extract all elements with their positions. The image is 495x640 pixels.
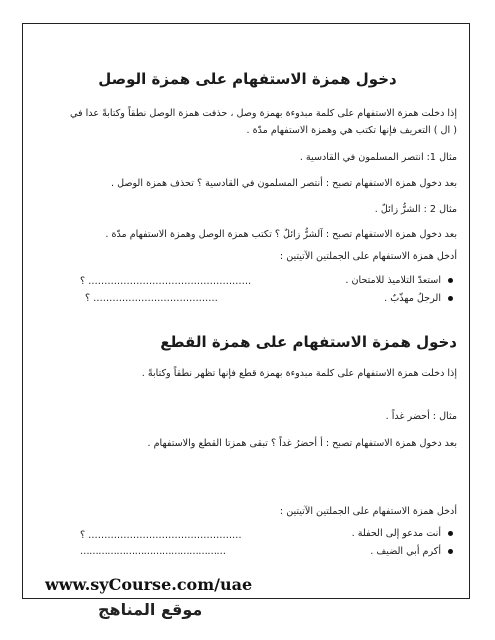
section1-intro-line1: إذا دخلت همزة الاستفهام على كلمة مبدوءة بهمزة وصل ، حذفت همزة الوصل نطقاً وكتابةً عدا في	[69, 108, 457, 119]
section1-intro-line2: ( ال ) التعريف فإنها تكتب هي وهمزة الاستفهام مدّة .	[246, 125, 457, 136]
example1-result: بعد دخول همزة الاستفهام تصبح : أنتصر المسلمون في القادسية ؟ تحذف همزة الوصل .	[110, 178, 457, 189]
section2-intro: إذا دخلت همزة الاستفهام على كلمة مبدوءة بهمزة قطع فإنها تظهر نطقاً وكتابةً .	[141, 368, 457, 379]
exercise1-item-2-text: الرجلُ مهذّبٌ .	[384, 293, 441, 304]
bullet-icon	[448, 278, 453, 283]
exercise2-item-1-text: أنت مدعو إلى الحفلة .	[351, 528, 441, 539]
bullet-icon	[448, 531, 453, 536]
bullet-icon	[448, 296, 453, 301]
exercise1-prompt: أدخل همزة الاستفهام على الجملتين الآتيتين :	[279, 251, 457, 262]
footer-site-name: موقع المناهج	[98, 600, 203, 619]
exercise1-item-2	[384, 293, 453, 304]
exercise2-prompt: أدخل همزة الاستفهام على الجملتين الآتيتين :	[279, 506, 457, 517]
section2-title: دخول همزة الاستفهام على همزة القطع	[160, 333, 457, 351]
example1: مثال 1: انتصر المسلمون في القادسية .	[299, 152, 457, 163]
section2-example-result: بعد دخول همزة الاستفهام تصبح : أ أحضرُ غداً ؟ تبقى همزتا القطع والاستفهام .	[147, 438, 457, 449]
section1-title: دخول همزة الاستفهام على همزة الوصل	[98, 70, 397, 88]
footer-url[interactable]: www.syCourse.com/uae	[45, 575, 253, 594]
exercise1-item-1-text: استعدّ التلاميذ للامتحان .	[345, 275, 441, 286]
example2: مثال 2 : الشرُّ زائلٌ .	[374, 204, 457, 215]
exercise1-item-2-answer[interactable]: ………………………………… ؟	[85, 293, 218, 304]
exercise2-item-1-answer[interactable]: ………………………………………… ؟	[80, 530, 242, 541]
example2-result: بعد دخول همزة الاستفهام تصبح : آلشرُّ زائلٌ ؟ تكتب همزة الوصل وهمزة الاستفهام مدّة .	[105, 229, 457, 240]
exercise1-item-1-answer[interactable]: …………………………………………… ؟	[80, 276, 252, 287]
exercise1-item-1	[345, 275, 453, 286]
bullet-icon	[448, 549, 453, 554]
section2-example: مثال : أحضر غداً .	[385, 411, 457, 422]
exercise2-item-1	[352, 528, 453, 539]
exercise2-item-2-text: أكرم أبي الضيف .	[370, 546, 441, 557]
exercise2-item-2-answer[interactable]: …………………………………………	[80, 546, 226, 557]
exercise2-item-2	[370, 546, 453, 557]
